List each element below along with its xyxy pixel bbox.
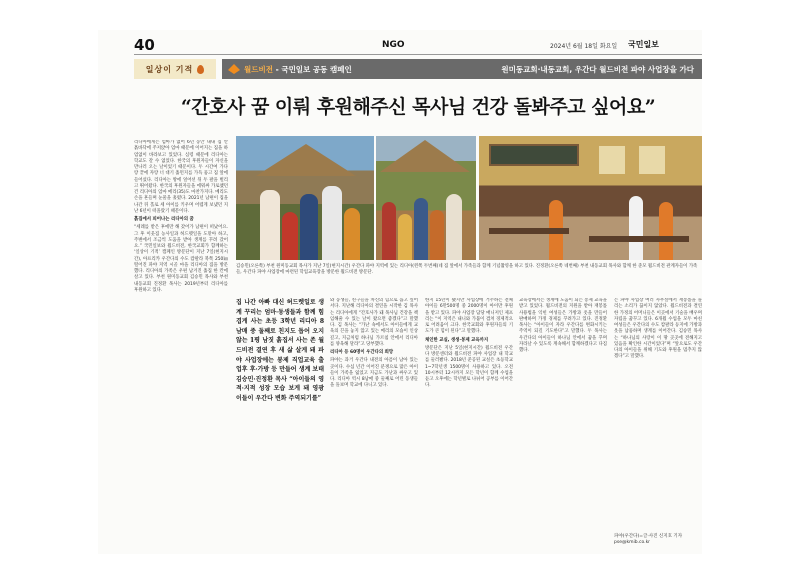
newspaper-page (98, 30, 702, 554)
photo-caption: 김승민(오른쪽) 부천 원미동교회 목사가 지난 7일(현지시간) 우간다 파야 지역에 있는 리디아(왼쪽 두번째)네 집 앞에서 가족들과 함께 기념촬영을 하고 있다. 진정환(오른쪽 네번째) 부천 내동교회 목사와 함께 한 준모 월드비전 관계자들이 가족들, 우간다 파야 사업장에 마련된 학업교육장을 방문한 월드비전 방문단. (236, 264, 698, 276)
chalkboard (489, 144, 579, 166)
subheading: 흙집에서 피어나는 리디아의 꿈 (134, 217, 194, 222)
series-logo (134, 59, 216, 79)
article-column-4 (425, 298, 513, 548)
section-label: NGO (382, 40, 405, 50)
person (260, 190, 280, 260)
person (300, 194, 318, 260)
article-column-3 (330, 298, 418, 548)
desk (589, 236, 689, 242)
campaign-label (244, 64, 352, 75)
issue-date: 2024년 6월 18일 화요일 (550, 43, 618, 50)
page-number: 40 (134, 36, 155, 54)
world-vision-logo-icon (228, 64, 240, 74)
series-subtitle: 원미동교회·내동교회, 우간다 월드비전 파야 사업장을 가다 (501, 65, 694, 74)
paragraph: 는 파야 사업장 여러 사무실에서 재봉틀을 돌리는 소리가 끊이지 않았다. 월드비전과 결연한 가정의 어머니들은 이곳에서 기술을 배우며 자립을 꿈꾸고 있다. 6개월 수업을 모두 마친 여성들은 우간다의 수도 캄팔라 등지에 가방과 옷을 납품하며 생계를 이어간다. 김승민 목사는 “하나님의 사랑이 이 땅 곳곳에 전해지고 있음을 확인한 시간이었다”며 “앞으로도 우간다의 아이들을 위해 기도와 후원을 멈추지 않겠다”고 말했다. (614, 298, 702, 360)
paragraph: 리디아에게는 엄마가 없어 6년 동안 내내 집 안 흙바닥에 주저앉아 엄마 때문에 이어지는 집을 하염없이 바라보고 있었다. 심령 때문에 리디아는 학교도 갈 수 없었다. 한국의 후원자들이 자신을 만나러 오는 날이었기 때문이다. 두 시간여 가다랑 끝에 자랑 너 대기 흙먼지를 가득 품고 집 앞에 들어섰다. 리디아는 방에 얼어선 뒤 두 팔을 벌리고 뛰어왔다. 한국의 후원자들을 에워싸 가로챘던 건 리디아의 엄마 메리(35)도 마찬가지다. 메리도 손을 흔들며 눈물을 흘렸다. 2021년 남편이 집을 나간 뒤 홀로 세 아이를 키우며 어렵게 보냈던 지난 6년이 떠올랐기 때문이다. (134, 140, 228, 214)
paragraph: 한지 15년이 됐지만 사업장에 거주하는 전체 아이들 6만500명 중 2000명이 아이만 후원을 받고 있다. 파야 사업장 담당 매니저인 제프리는 “이 지역은 내니와 가뭄이 겹쳐 경제적으로 어려움이 크다. 한국교회와 후원자들의 기도가 큰 힘이 된다”고 말했다. (425, 298, 513, 335)
article-column-6 (614, 298, 702, 530)
photo-strip (236, 136, 702, 260)
person (322, 186, 342, 260)
header-rule (134, 54, 702, 55)
person (398, 214, 412, 260)
campaign-brand: 월드비전 (244, 65, 273, 74)
person (446, 194, 462, 260)
window (599, 146, 625, 174)
paragraph: 와 동생들, 친구들을 차신의 힘으로 돕고 싶어서다. 지난해 리디아의 결연을 시작한 김 목사는 리디아에게 “간호사가 돼 목사님 건강을 책임해줄 수 있는 날이 왔으면 좋겠다”고 말했다. 김 목사는 “가난 속에서도 아이들에게 교육의 끈을 놓지 않고 있는 메리의 모습이 인상 깊고, 지금처럼 하나님 가르침 안에서 리디아를 양육해 달라”고 당부했다. (330, 298, 418, 347)
flame-icon (197, 65, 204, 74)
person (430, 210, 444, 260)
photo-children-group (376, 136, 476, 260)
person (659, 202, 673, 260)
paragraph: 파야는 과거 우간다 내전의 아픔이 남아 있는 곳이다. 수십 년간 이어진 분쟁으로 많은 아이들이 가족을 잃었고 지금도 가난과 싸우고 있다. 리디아 역시 8남매 중 둘째로 어린 동생들을 돌보며 학교에 다니고 있다. (330, 358, 418, 389)
series-logo-text: 일상이 기적 (145, 63, 194, 74)
desk (489, 228, 569, 234)
campaign-series-bar (134, 59, 702, 79)
headline: “간호사 꿈 이뤄 후원해주신 목사님 건강 돌봐주고 싶어요” (180, 96, 656, 118)
reporter-email[interactable]: pse@kmib.co.kr (614, 540, 651, 545)
subheading: 체인한 교실, 생생·봉제 교육까지 (425, 337, 489, 343)
photo-classroom (479, 136, 702, 260)
hut-roof (380, 140, 470, 172)
article-column-5 (519, 298, 607, 548)
newspaper-name: 국민일보 (628, 39, 659, 49)
window (639, 146, 665, 174)
pull-quote: 집 나간 아빠 대신 허드렛일로 생계 꾸리는 엄마·동생들과 함께 힘겹게 사는 초등 3학년 리디아 8남매 중 둘째로 친지도 돕어 오지 않는 1평 남짓 흙집서 사는 존 월드비전 결연 후 새 삶 살게 돼 파야 사업장에는 봉제 직업교육 출업후 후·가방 등 만들어 생계 보태 김승민·진정환 목사 “아이들의 영적·지적 성장 모습 보게 돼 영광 이들이 우간다 변화 주역되기를” (236, 299, 324, 402)
subheading: 리디아 등 60명이 우간다의 희망 (330, 350, 394, 355)
hut-roof (256, 144, 356, 176)
person (629, 196, 643, 260)
paragraph: 방문단은 지난 5일(현지시간) 월드비전 우간다 방문센터와 월드비전 파야 사업장 내 학교를 둘러봤다. 2018년 준공된 교실은 초등학교 1~7학년생 1500명이 사용하고 있다. 오전 10시부터 12시까지 모든 학년이 함께 수업을 듣고 오후에는 학년별로 나뉘어 공부를 이어간다. (425, 345, 513, 389)
article-column-1 (134, 140, 228, 548)
person (282, 212, 298, 260)
series-banner (222, 59, 702, 79)
pull-quote-column (236, 298, 324, 548)
byline: 파야(우간다)=글·사진 신지호 기자 (614, 534, 683, 539)
paragraph: 교육장에서는 생계에 도움이 되는 봉제 교육을 받고 있었다. 월드비전의 지원을 받아 재봉틀 사용법을 익힌 여성들은 가방과 옷을 만들어 판매하며 가정 경제를 꾸려가고 있다. 진정환 목사는 “아이들이 자라 우간다를 변화시키는 주역이 되길 기도한다”고 말했다. 두 목사는 우간다의 아이들이 하나님 안에서 꿈을 꾸며 자라날 수 있도록 계속해서 함께하겠다고 다짐했다. (519, 298, 607, 353)
person (344, 208, 360, 260)
running-header (98, 30, 702, 56)
photo-family-hut (236, 136, 374, 260)
person (382, 202, 396, 260)
campaign-rest: - 국민일보 공동 캠페인 (272, 65, 352, 74)
paragraph: “세례를 받은 후에만 해 갔어가 남편이 떠났어요. 그 후 이웃집 농사일과 허드렛일을 도맡아 하고, 주변에서 조금씩 도움을 받아 생계를 꾸려 갔어요.” 국민일보와 월드비전, 한국교회가 함께하는 ‘일상이 기적’ 캠페인 방문단이 지난 7일(현지시간), 아프리카 우간다의 수도 캄팔라 북쪽 250㎞ 떨어진 파야 지역 시골 마을 리디아의 집을 방문했다. 리디아의 가족은 우편 남겨진 흙집 한 칸에 살고 있다. 부천 원미동교회 김승민 목사와 부천 내동교회 진정환 목사는 2019년부터 리디아를 후원하고 있다. (134, 225, 228, 293)
person (414, 198, 428, 260)
